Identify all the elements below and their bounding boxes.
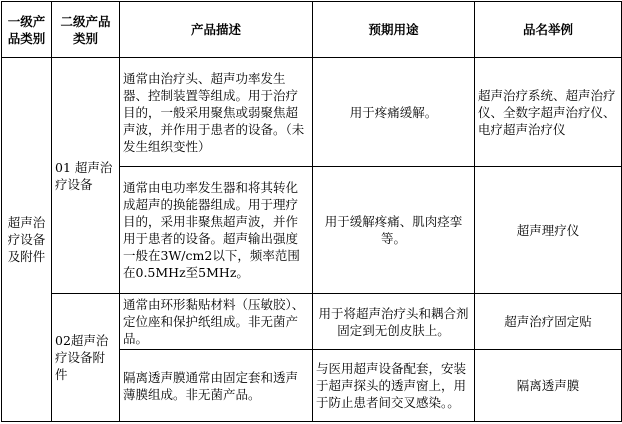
intended-use-cell: 用于疼痛缓解。 <box>313 58 475 167</box>
header-description: 产品描述 <box>120 2 313 58</box>
description-cell: 通常由电功率发生器和将其转化成超声的换能器组成。用于理疗目的，采用非聚焦超声波，并作用于患者的设备。超声输出强度一般在3W/cm2以下，频率范围在0.5MHz至5MHz。 <box>120 167 313 294</box>
examples-cell: 隔离透声膜 <box>475 350 622 422</box>
intended-use-cell: 用于将超声治疗头和耦合剂固定到无创皮肤上。 <box>313 294 475 350</box>
header-examples: 品名举例 <box>475 2 622 58</box>
secondary-category-cell: 02超声治疗设备附件 <box>52 294 120 422</box>
intended-use-cell: 与医用超声设备配套，安装于超声探头的透声窗上，用于防止患者间交叉感染。。 <box>313 350 475 422</box>
examples-cell: 超声治疗固定贴 <box>475 294 622 350</box>
description-cell: 通常由治疗头、超声功率发生器、控制装置等组成。用于治疗目的，一般采用聚焦或弱聚焦超声波，并作用于患者的设备。（未发生组织变性） <box>120 58 313 167</box>
description-cell: 隔离透声膜通常由固定套和透声薄膜组成。非无菌产品。 <box>120 350 313 422</box>
intended-use-cell: 用于缓解疼痛、肌肉痉挛等。 <box>313 167 475 294</box>
description-cell: 通常由环形黏贴材料（压敏胶）、定位座和保护纸组成。非无菌产品。 <box>120 294 313 350</box>
examples-cell: 超声理疗仪 <box>475 167 622 294</box>
header-primary-category: 一级产品类别 <box>2 2 52 58</box>
table-row <box>2 58 622 167</box>
table-row <box>2 294 622 350</box>
secondary-category-cell: 01 超声治疗设备 <box>52 58 120 294</box>
header-row <box>2 2 622 58</box>
header-intended-use: 预期用途 <box>313 2 475 58</box>
primary-category-cell: 超声治疗设备及附件 <box>2 58 52 422</box>
product-classification-table <box>1 1 622 422</box>
header-secondary-category: 二级产品类别 <box>52 2 120 58</box>
examples-cell: 超声治疗系统、超声治疗仪、全数字超声治疗仪、电疗超声治疗仪 <box>475 58 622 167</box>
